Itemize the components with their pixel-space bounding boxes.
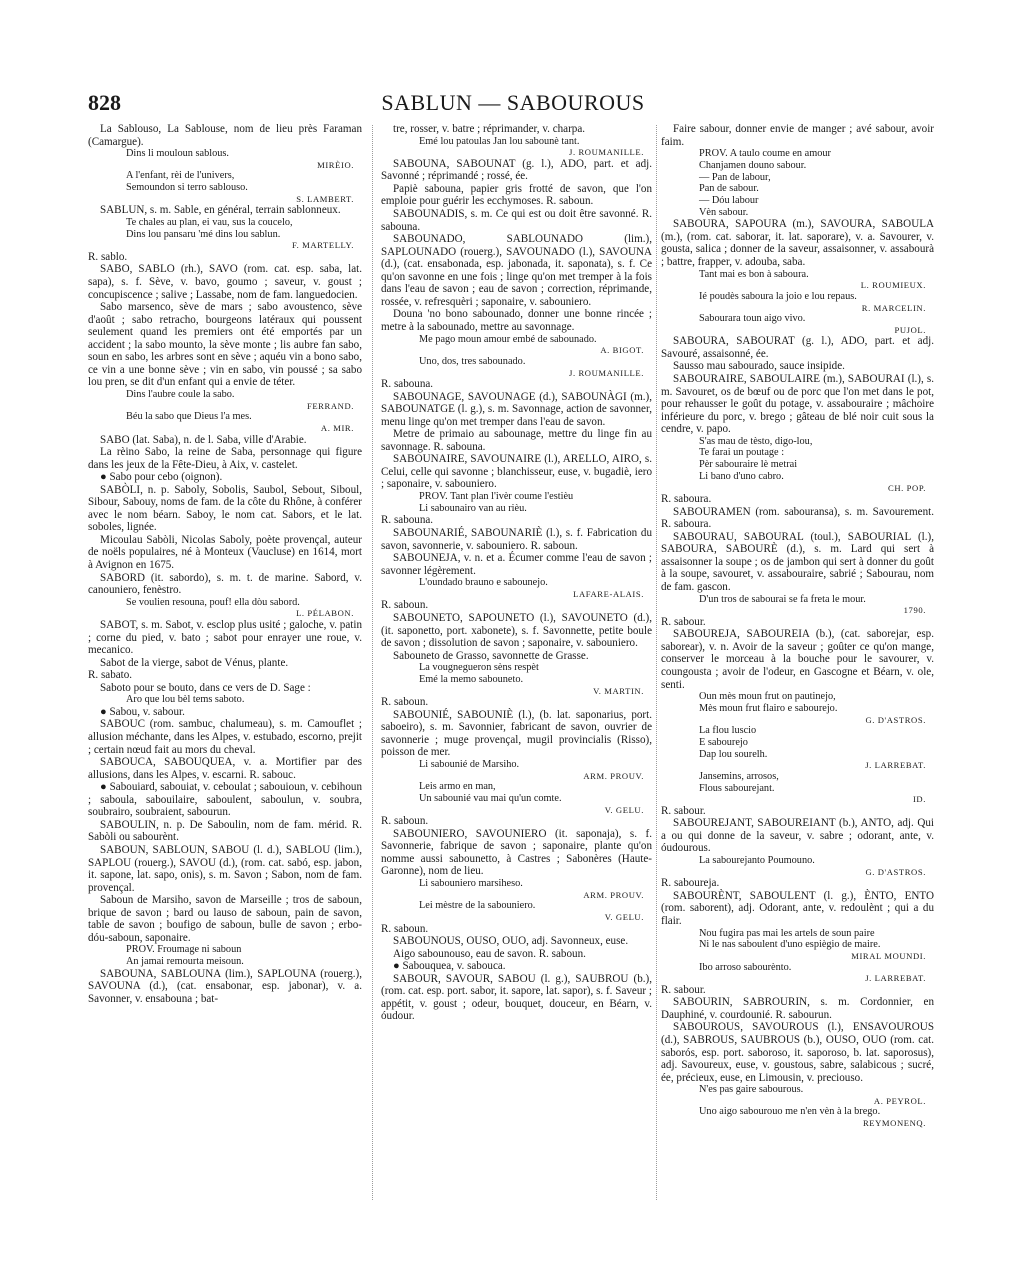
quotation-line: Leis armo en man, <box>419 781 496 793</box>
entry-paragraph: SABOURAIRE, SABOULAIRE (m.), SABOURAI (l.), s. m. Savouret, os de bœuf ou de porc que l'on met dans le pot, pour rehausser le goût du potage, v. assabouraire ; mâchoire inférieure du porc, v. brego ; gâteau de blé noir cuit sous la cendre, v. papo. <box>661 373 934 436</box>
quotation-line: Jansemins, arrosos, <box>699 770 779 782</box>
quotation-author: J. ROUMANILLE. <box>569 147 644 158</box>
column-divider <box>656 125 657 1200</box>
quotation-author: V. GELU. <box>604 804 644 815</box>
entry-paragraph: Metre de primaio au sabounage, mettre du linge fin au savonnage. R. sabouna. <box>381 428 652 453</box>
quotation-author: PUJOL. <box>894 324 926 335</box>
quotation-line: Me pago moun amour embé de sabounado. <box>419 333 597 345</box>
quotation-author: FERRAND. <box>306 400 354 411</box>
entry-paragraph: SABOUNAIRE, SAVOUNAIRE (l.), ARELLO, AIRO, s. Celui, celle qui savonne ; blanchisseur, euse, v. bugadiè, iero ; saponaire, v. sabouniero. <box>381 453 652 491</box>
entry-paragraph: Douna 'no bono sabounado, donner une bonne rincée ; metre à la sabounado, mettre au savonnage. <box>381 308 652 333</box>
entry-paragraph: SABOULIN, n. p. De Saboulin, nom de fam. mérid. R. Sabòli ou sabourènt. <box>88 818 362 844</box>
entry-paragraph: ● Sabou, v. sabour. <box>100 705 185 718</box>
quotation-author: ARM. PROUV. <box>583 770 644 781</box>
entry-paragraph: SABLUN, s. m. Sable, en général, terrain sablonneux. <box>100 204 341 217</box>
entry-paragraph: La rèino Sabo, la reine de Saba, personnage qui figure dans les jeux de la Fête-Dieu, à Aix, v. castelet. <box>88 446 362 471</box>
reference-line: R. sabourejа. <box>661 877 720 890</box>
entry-paragraph: tre, rosser, v. batre ; réprimander, v. charpa. <box>393 123 586 135</box>
entry-paragraph: SABOUNADIS, s. m. Ce qui est ou doit être savonné. R. sabouna. <box>381 208 652 233</box>
entry-paragraph: SABOUNETO, SAPOUNETO (l.), SAVOUNETO (d.), (it. saponetto, port. xabonete), s. f. Savonnette, petite boule de savon ; dissolution de savon ; saponaire, v. sabouniero. <box>381 612 652 650</box>
entry-paragraph: SABOURÈNT, SABOULENT (l. g.), ÈNTO, ENTO (rom. saborent), adj. Odorant, ante, v. redoulènt ; qui a du flair. <box>661 889 934 927</box>
quotation-line: Lei mèstre de la sabouniero. <box>419 900 536 912</box>
entry-paragraph: SABOUNA, SABOUNAT (g. l.), ADO, part. et adj. Savonné ; réprimandé ; rossé, ée. <box>381 157 652 183</box>
quotation-line: Chanjamen douno sabour. <box>699 159 807 171</box>
entry-paragraph: SABOUC (rom. sambuc, chalumeau), s. m. Camouflet ; allusion méchante, dans les Alpes, v. estubado, escorno, prejit ; certain nœud fait au mors du cheval. <box>88 718 362 756</box>
quotation-line: E sabourejo <box>699 736 748 748</box>
reference-line: R. sabour. <box>661 983 706 996</box>
reference-line: R. saboura. <box>661 493 712 506</box>
quotation-author: A. PEYROL. <box>873 1095 926 1106</box>
entry-paragraph: SABOURA, SAPOURA (m.), SAVOURA, SABOULA (m.), (rom. cat. saborar, it. lat. saporare), v. a. Savourer, v. gousta, salica ; donner de la saveur, assaisonner, v. assabourà ; battre, frapper, v. adouba, saba. <box>661 218 934 268</box>
entry-paragraph: Saboun de Marsiho, savon de Marseille ; tros de saboun, brique de savon ; bard ou lauso de saboun, pain de savon, table de savon ; boufigo de saboun, bulle de savon ; erbo-dóu-saboun, saponaire. <box>88 894 362 944</box>
entry-paragraph: Saboto pour se bouto, dans ce vers de D. Sage : <box>100 681 311 694</box>
entry-paragraph: ● Sabo pour cebo (oignon). <box>100 471 223 484</box>
entry-paragraph: SABOURA, SABOURAT (g. l.), ADO, part. et adj. Savouré, assaisonné, ée. <box>661 335 934 360</box>
page-number: 828 <box>88 90 121 115</box>
entry-paragraph: SABOUCA, SABOUQUEA, v. a. Mortifier par des allusions, dans les Alpes, v. escarni. R. sabouc. <box>88 756 362 781</box>
entry-paragraph: SABOUNAGE, SAVOUNAGE (d.), SABOUNÀGI (m.), SABOUNATGE (l. g.), s. m. Savonnage, action de savonner, menu linge qu'on met tremper dans l'eau de savon. <box>381 390 652 428</box>
quotation-line: PROV. Tant plan l'ivèr coume l'estièu <box>419 491 574 503</box>
quotation-line: Ni le nas saboulent d'uno espiègio de maire. <box>699 939 881 951</box>
quotation-line: La sabourejanto Poumouno. <box>699 855 815 867</box>
quotation-line: Aro que lou bèl tems saboto. <box>126 694 245 706</box>
entry-paragraph: SABOUN, SABLOUN, SABOU (l. d.), SABLOU (lim.), SAPLOU (rouerg.), SAVOU (d.), (rom. cat. sabó, esp. jabon, it. sapone, lat. sapo, onis), s. m. Savon ; Sabon, nom de fam. provençal. <box>88 843 362 894</box>
quotation-line: Vèn sabour. <box>699 206 749 218</box>
entry-paragraph: Papiè sabouna, papier gris frotté de savon, que l'on emploie pour guérir les ecchymoses. R. saboun. <box>381 182 652 208</box>
page-title: SABLUN — SABOUROUS <box>381 90 645 115</box>
quotation-line: Un sabounié vau mai qu'un comte. <box>419 792 562 804</box>
quotation-line: Uno, dos, tres sabounado. <box>419 355 526 367</box>
quotation-line: An jamai remourta meisoun. <box>126 956 244 968</box>
quotation-line: Uno aigo sabourouo me n'en vèn à la brego. <box>699 1106 881 1118</box>
entry-paragraph: SABOURAMEN (rom. sabouransa), s. m. Savourement. R. saboura. <box>661 505 934 531</box>
quotation-line: Béu la sabo que Dieus l'a mes. <box>126 411 252 423</box>
quotation-author: J. LARREBAT. <box>865 973 926 984</box>
entry-paragraph: SABOUNIERO, SAVOUNIERO (it. saponaja), s. f. Savonnerie, fabrique de savon ; saponaire, plante qu'on nomme aussi sabounetto, à Castres ; Sabonères (Haute-Garonne), nom de lieu. <box>381 827 652 878</box>
entry-paragraph: SABOUREJA, SABOUREIA (b.), (cat. saborejar, esp. saborear), v. n. Avoir de la saveur ; goûter ce qu'on mange, conserver le morceau à la bouche pour le savourer, v. coungousta ; avoir de l'odeur, en Gascogne et Béarn, v. ole, senti. <box>661 628 934 691</box>
quotation-author: LAFARE-ALAIS. <box>573 588 644 599</box>
entry-paragraph: SABOUNIÉ, SABOUNIÈ (l.), (b. lat. saponarius, port. saboeiro), s. m. Savonnier, fabricant de savon, ouvrier de savonnerie ; muge provençal, mugil provincialis (Risso), poisson de mer. <box>381 708 652 759</box>
quotation-line: A l'enfant, rèi de l'univers, <box>126 170 235 182</box>
entry-paragraph: Sabo marsenco, sève de mars ; sabo avoustenco, sève d'août ; sabo retracho, bourgeons latéraux qui poussent seulement quand les premiers ont été emportés par un accident ; la sabo mounto, la sève monte ; lis aubre fan sabo, soun en sabo, les arbres sont en sève ; aquéu vin a bono sabo, ce vin a une bonne sève ; vin en sabo, vin poussé ; sa sabo lou pren, se dit d'un enfant qui a envie de téter. <box>88 301 362 389</box>
reference-line: R. sablo. <box>88 250 128 263</box>
entry-paragraph: SABOUR, SAVOUR, SABOU (l. g.), SAUBROU (b.), (rom. cat. esp. port. sabor, it. sapore, lat. sapor), s. f. Saveur ; appétit, v. goust ; odeur, bouquet, douceur, en Béarn, v. óudour. <box>381 972 652 1023</box>
quotation-line: Te chales au plan, ei vau, sus la coucelo, <box>126 216 293 228</box>
quotation-line: Mès moun frut flairo e sabourejo. <box>699 702 838 714</box>
quotation-line: Li sabounairo van au rièu. <box>419 502 527 514</box>
quotation-line: Li sabouniero marsiheso. <box>419 877 523 889</box>
quotation-line: Li sabounié de Marsiho. <box>419 758 520 770</box>
quotation-author: MIRÈIO. <box>317 159 354 170</box>
entry-paragraph: Micoulau Sabòli, Nicolas Saboly, poète provençal, auteur de noëls populaires, né à Monteux (Vaucluse) en 1614, mort à Avignon en 1675. <box>88 533 362 572</box>
reference-line: R. sabour. <box>661 615 706 628</box>
quotation-author: J. LARREBAT. <box>865 760 926 771</box>
reference-line: R. saboun. <box>381 815 429 828</box>
entry-paragraph: ● Sabouquea, v. sabouca. <box>393 960 506 973</box>
quotation-author: V. MARTIN. <box>593 685 644 696</box>
quotation-line: — Dóu labour <box>699 194 759 206</box>
quotation-author: J. ROUMANILLE. <box>569 367 644 378</box>
quotation-line: Ibo arroso sabourènto. <box>699 961 792 973</box>
quotation-line: N'es pas gaire sabourous. <box>699 1084 804 1096</box>
entry-paragraph: SABOUNA, SABLOUNA (lim.), SAPLOUNA (rouerg.), SAVOUNA (d.), (cat. ensabonar, esp. jabonar), v. a. Savonner, v. ensabouna ; bat- <box>88 967 362 1005</box>
quotation-line: Dap lou sourelh. <box>699 748 768 760</box>
quotation-line: Dins li mouloun sablous. <box>126 148 229 160</box>
entry-paragraph: SABORD (it. sabordo), s. m. t. de marine. Sabord, v. canouniero, fenèstro. <box>88 571 362 597</box>
quotation-author: ID. <box>912 794 926 805</box>
quotation-line: Oun mès moun frut on pautinejo, <box>699 691 836 703</box>
quotation-line: — Pan de labour, <box>699 171 771 183</box>
quotation-line: Se voulien resouna, pouf! ella dòu sabord. <box>126 596 300 608</box>
quotation-author: L. PÉLABON. <box>296 608 354 619</box>
quotation-line: Emé lou patoulas Jan lou sabounè tant. <box>419 135 580 147</box>
entry-paragraph: SABÒLI, n. p. Saboly, Sobolis, Saubol, Sebout, Siboul, Sibour, Sabouy, noms de fam. de la côte du Rhône, à conférer avec le nom béarn. Saboy, le nom cat. Sabors, et le lat. soboles, lignée. <box>88 483 362 534</box>
quotation-author: L. ROUMIEUX. <box>860 280 926 291</box>
entry-paragraph: Aigo sabounouso, eau de savon. R. saboun. <box>393 947 586 960</box>
quotation-line: Semoundon si terro sablouso. <box>126 182 248 194</box>
quotation-author: CH. POP. <box>888 482 926 493</box>
quotation-author: G. D'ASTROS. <box>865 866 926 877</box>
quotation-line: La flou luscio <box>699 725 757 737</box>
quotation-line: Ié poudès saboura la joio e lou repaus. <box>699 290 857 302</box>
quotation-author: A. MIR. <box>320 422 354 433</box>
entry-paragraph: SABO (lat. Saba), n. de l. Saba, ville d'Arabie. <box>100 433 307 446</box>
entry-paragraph: SABOURIN, SABROURIN, s. m. Cordonnier, en Dauphiné, v. courdounié. R. sabourun. <box>661 996 934 1021</box>
entry-paragraph: ● Sabouiard, sabouiat, v. ceboulat ; sabouioun, v. cebihoun ; saboula, sabouilaire, saboulent, saboulun, v. soubra, soubrairo, soubraient, sabourun. <box>88 781 362 819</box>
entry-paragraph: SABOUNARIÉ, SABOUNARIÈ (l.), s. f. Fabrication du savon, savonnerie, v. sabouniero. R. saboun. <box>381 526 652 552</box>
quotation-line: Te farai un poutage : <box>699 447 785 459</box>
quotation-line: Nou fugira pas mai les artels de soun paire <box>699 927 875 939</box>
entry-paragraph: SABOT, s. m. Sabot, v. esclop plus usité ; galoche, v. patin ; corne du pied, v. bato ; sabot pour enrayer une roue, v. mecanico. <box>88 618 362 657</box>
reference-line: R. sabouna. <box>381 378 434 391</box>
quotation-author: R. MARCELIN. <box>861 302 926 313</box>
quotation-line: Pèr sabouraire lè metrai <box>699 459 798 471</box>
entry-paragraph: Faire sabour, donner envie de manger ; avé sabour, avoir faim. <box>661 123 934 148</box>
reference-line: R. sabouna. <box>381 514 434 527</box>
column-divider <box>372 125 373 1200</box>
entry-paragraph: La Sablouso, La Sablouse, nom de lieu près Faraman (Camargue). <box>88 123 362 148</box>
quotation-author: V. GELU. <box>604 911 644 922</box>
reference-line: R. saboun. <box>381 922 429 935</box>
quotation-author: REYMONENQ. <box>862 1118 926 1129</box>
entry-paragraph: Sausso mau sabourado, sauce insipide. <box>673 360 845 373</box>
entry-paragraph: SABOUROUS, SAVOUROUS (l.), ENSAVOUROUS (d.), SABROUS, SAUBROUS (b.), OUSO, OUO (rom. cat. saborós, esp. port. saboroso, it. saporoso, b. lat. saporosus), adj. Savoureux, euse, v. goustous, sabre, salabicous ; sucré, ée, précieux, euse, en Limousin, v. preciouso. <box>661 1021 934 1084</box>
reference-line: R. saboun. <box>381 599 429 612</box>
quotation-line: Pan de sabour. <box>699 183 759 195</box>
quotation-author: MIRAL MOUNDI. <box>851 950 926 961</box>
entry-paragraph: SABOUNOUS, OUSO, OUO, adj. Savonneux, euse. <box>393 935 629 948</box>
quotation-line: D'un tros de sabourai se fa freta le mour. <box>699 593 866 605</box>
entry-paragraph: SABOURAU, SABOURAL (toul.), SABOURIAL (l.), SABOURA, SABOURÈ (d.), s. m. Lard qui sert à assaisonner la soupe ; os de jambon qui sert à donner du goût à la soupe, savouret, v. assabouraire, sabrié ; Sabourau, nom de fam. gascon. <box>661 530 934 593</box>
quotation-line: S'as mau de tèsto, digo-lou, <box>699 435 813 447</box>
quotation-author: A. BIGOT. <box>600 345 644 356</box>
quotation-author: F. MARTELLY. <box>291 240 354 251</box>
quotation-line: L'oundado brauno e sabounejo. <box>419 577 548 589</box>
entry-paragraph: Sabouneto de Grasso, savonnette de Grasse. <box>393 649 589 662</box>
quotation-author: S. LAMBERT. <box>296 193 354 204</box>
quotation-line: Li bano d'uno cabro. <box>699 470 784 482</box>
entry-paragraph: SABOUNEJA, v. n. et a. Écumer comme l'eau de savon ; savonner légèrement. <box>381 552 652 577</box>
quotation-line: PROV. Froumage ni saboun <box>126 944 242 956</box>
reference-line: R. sabato. <box>88 669 133 682</box>
quotation-author: 1790. <box>903 605 926 616</box>
entry-paragraph: SABOUNADO, SABLOUNADO (lim.), SAPLOUNADO (rouerg.), SAVOUNADO (l.), SAVOUNA (d.), (cat. ensabonada, esp. jabonada, it. saponata), s. f. Ce qu'on savonne en une fois ; linge qu'on met tremper à la fois dans l'eau de savon ; eau de savon ; correction, réprimande, rossée, v. refresquèri ; saponaire, v. sabouniero. <box>381 233 652 308</box>
entry-paragraph: Sabot de la vierge, sabot de Vénus, plante. <box>100 656 289 669</box>
reference-line: R. saboun. <box>381 696 429 709</box>
quotation-line: Sabourara toun aigo vivo. <box>699 313 806 325</box>
quotation-line: Dins l'aubre coule la sabo. <box>126 388 235 400</box>
quotation-author: ARM. PROUV. <box>583 889 644 900</box>
reference-line: R. sabour. <box>661 804 706 817</box>
quotation-line: Tant mai es bon à saboura. <box>699 268 809 280</box>
quotation-author: G. D'ASTROS. <box>865 714 926 725</box>
page-header <box>88 90 938 120</box>
entry-paragraph: SABOUREJANT, SABOUREIANT (b.), ANTO, adj. Qui a ou qui donne de la saveur, v. sabre ; odorant, ante, v. óudourous. <box>661 817 934 855</box>
text-column-right <box>661 123 934 1208</box>
quotation-line: Dins lou pansaru 'mé dins lou sablun. <box>126 228 281 240</box>
quotation-line: Emé la memo sabouneto. <box>419 673 524 685</box>
text-column-left <box>88 123 362 1208</box>
quotation-line: Flous sabourejant. <box>699 782 775 794</box>
text-column-middle <box>381 123 652 1208</box>
entry-paragraph: SABO, SABLO (rh.), SAVO (rom. cat. esp. saba, lat. sapa), s. f. Sève, v. bavo, goumo ; saveur, v. goust ; concupiscence ; salive ; Lassabe, nom de fam. languedocien. <box>88 263 362 301</box>
quotation-line: PROV. A taulo coume en amour <box>699 148 831 160</box>
quotation-line: La vougnegueron sèns respèt <box>419 662 539 674</box>
